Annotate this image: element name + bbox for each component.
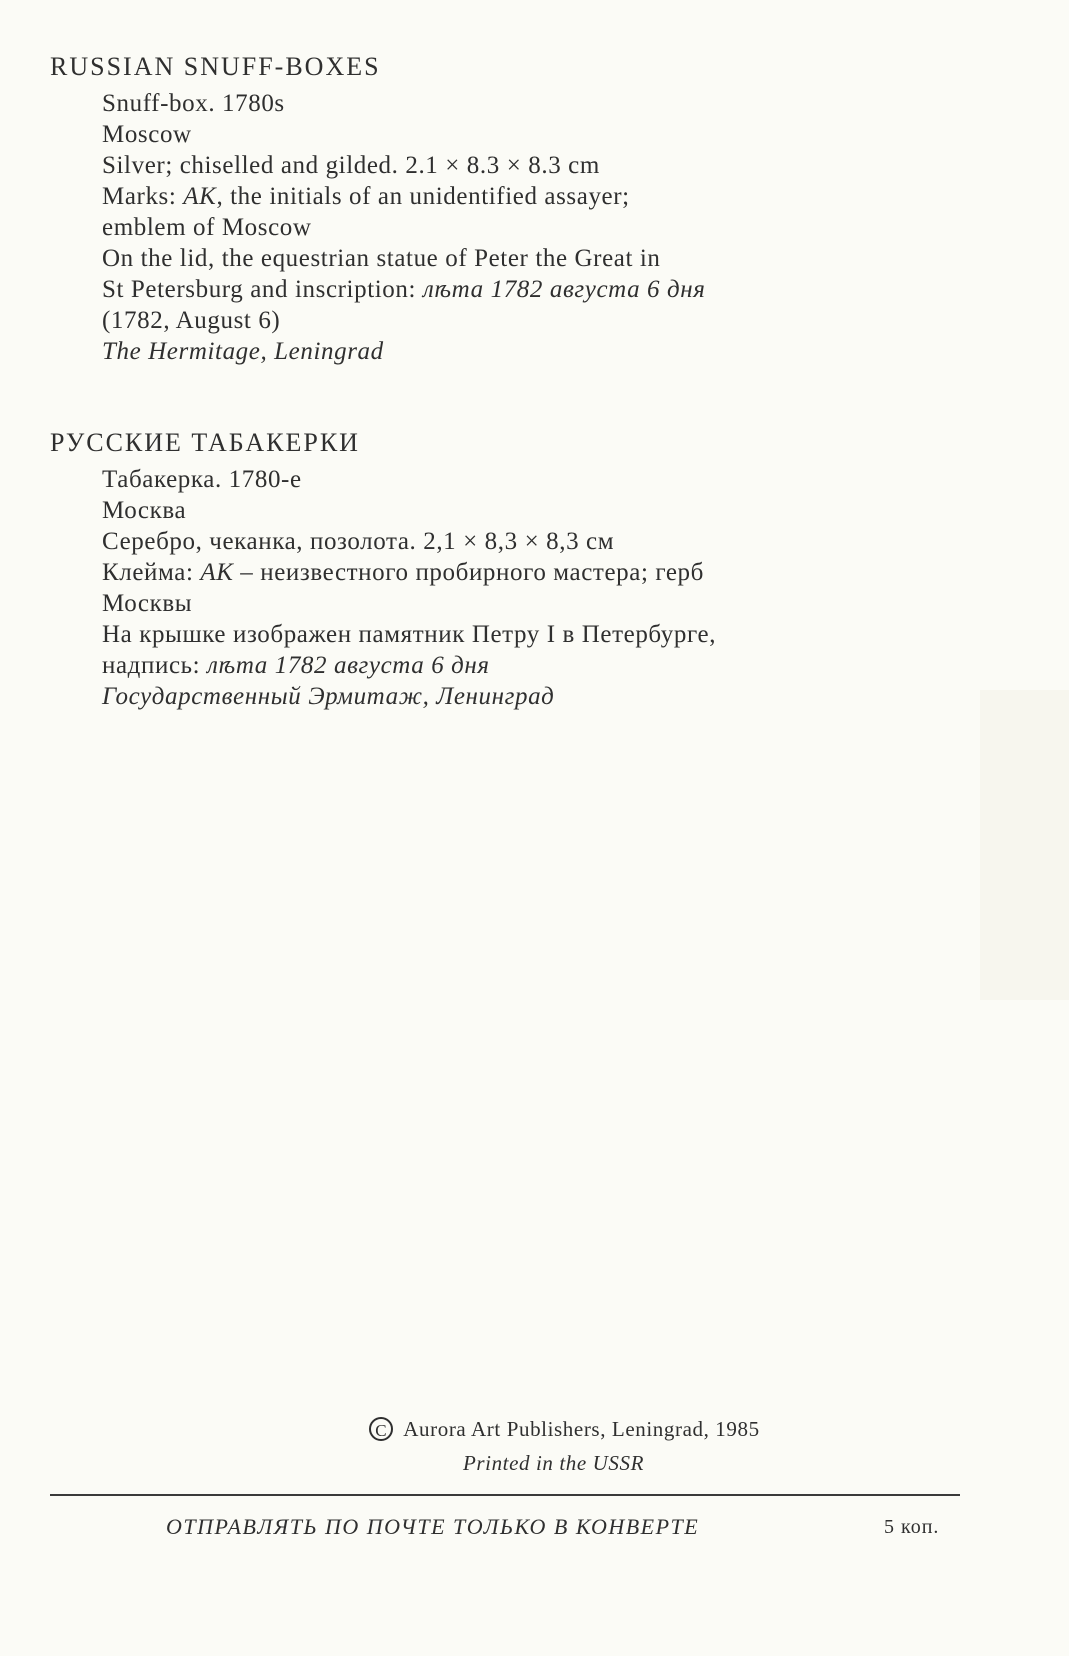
printed-in-text: Printed in the USSR <box>462 1451 645 1475</box>
publisher-text: Aurora Art Publishers, Leningrad, 1985 <box>403 1417 760 1441</box>
russian-inscription: лѣта 1782 августа 6 дня <box>207 652 490 679</box>
english-inscription: лѣта 1782 августа 6 дня <box>422 276 706 303</box>
russian-marks-prefix: Клейма: <box>102 559 201 586</box>
copyright-line <box>369 1412 759 1446</box>
russian-material: Серебро, чеканка, позолота. 2,1 × 8,3 × 8,3 см <box>102 528 615 555</box>
english-place: Moscow <box>102 121 192 148</box>
english-lid-line2 <box>102 274 705 305</box>
russian-marks-line2: Москвы <box>102 590 193 617</box>
russian-lid-line1: На крышке изображен памятник Петру I в Петербурге, <box>102 621 717 648</box>
russian-title: Табакерка. 1780-е <box>102 466 302 493</box>
price-label: 5 коп. <box>884 1516 940 1538</box>
russian-section <box>50 426 716 712</box>
english-marks-rest: , the initials of an unidentified assayer; <box>216 183 630 210</box>
english-museum: The Hermitage, Leningrad <box>102 338 384 365</box>
english-material: Silver; chiselled and gilded. 2.1 × 8.3 × 8.3 cm <box>102 152 600 179</box>
footer-divider <box>50 1494 960 1496</box>
russian-lid-prefix: надпись: <box>102 652 208 679</box>
russian-heading: РУССКИЕ ТАБАКЕРКИ <box>50 428 360 457</box>
russian-marks-initials: АК <box>200 559 234 586</box>
english-title: Snuff-box. 1780s <box>102 90 285 117</box>
english-marks <box>102 181 705 212</box>
english-section <box>50 50 705 367</box>
russian-marks-rest: – неизвестного пробирного мастера; герб <box>233 559 704 586</box>
russian-museum: Государственный Эрмитаж, Ленинград <box>102 683 555 710</box>
english-marks-line2: emblem of Moscow <box>102 214 312 241</box>
paper-shade <box>980 690 1069 1000</box>
english-lid-line1: On the lid, the equestrian statue of Peter the Great in <box>102 245 661 272</box>
imprint <box>0 1412 1069 1480</box>
english-marks-initials: AK <box>183 183 217 210</box>
english-date-note: (1782, August 6) <box>102 307 281 334</box>
english-marks-prefix: Marks: <box>102 183 184 210</box>
english-description <box>102 88 705 367</box>
english-heading: RUSSIAN SNUFF-BOXES <box>50 52 381 81</box>
russian-lid-line2 <box>102 650 716 681</box>
russian-description <box>102 464 716 712</box>
russian-marks <box>102 557 716 588</box>
russian-place: Москва <box>102 497 187 524</box>
copyright-icon: C <box>369 1417 393 1441</box>
english-lid-prefix: St Petersburg and inscription: <box>102 276 423 303</box>
mailing-notice: ОТПРАВЛЯТЬ ПО ПОЧТЕ ТОЛЬКО В КОНВЕРТЕ <box>166 1514 700 1539</box>
